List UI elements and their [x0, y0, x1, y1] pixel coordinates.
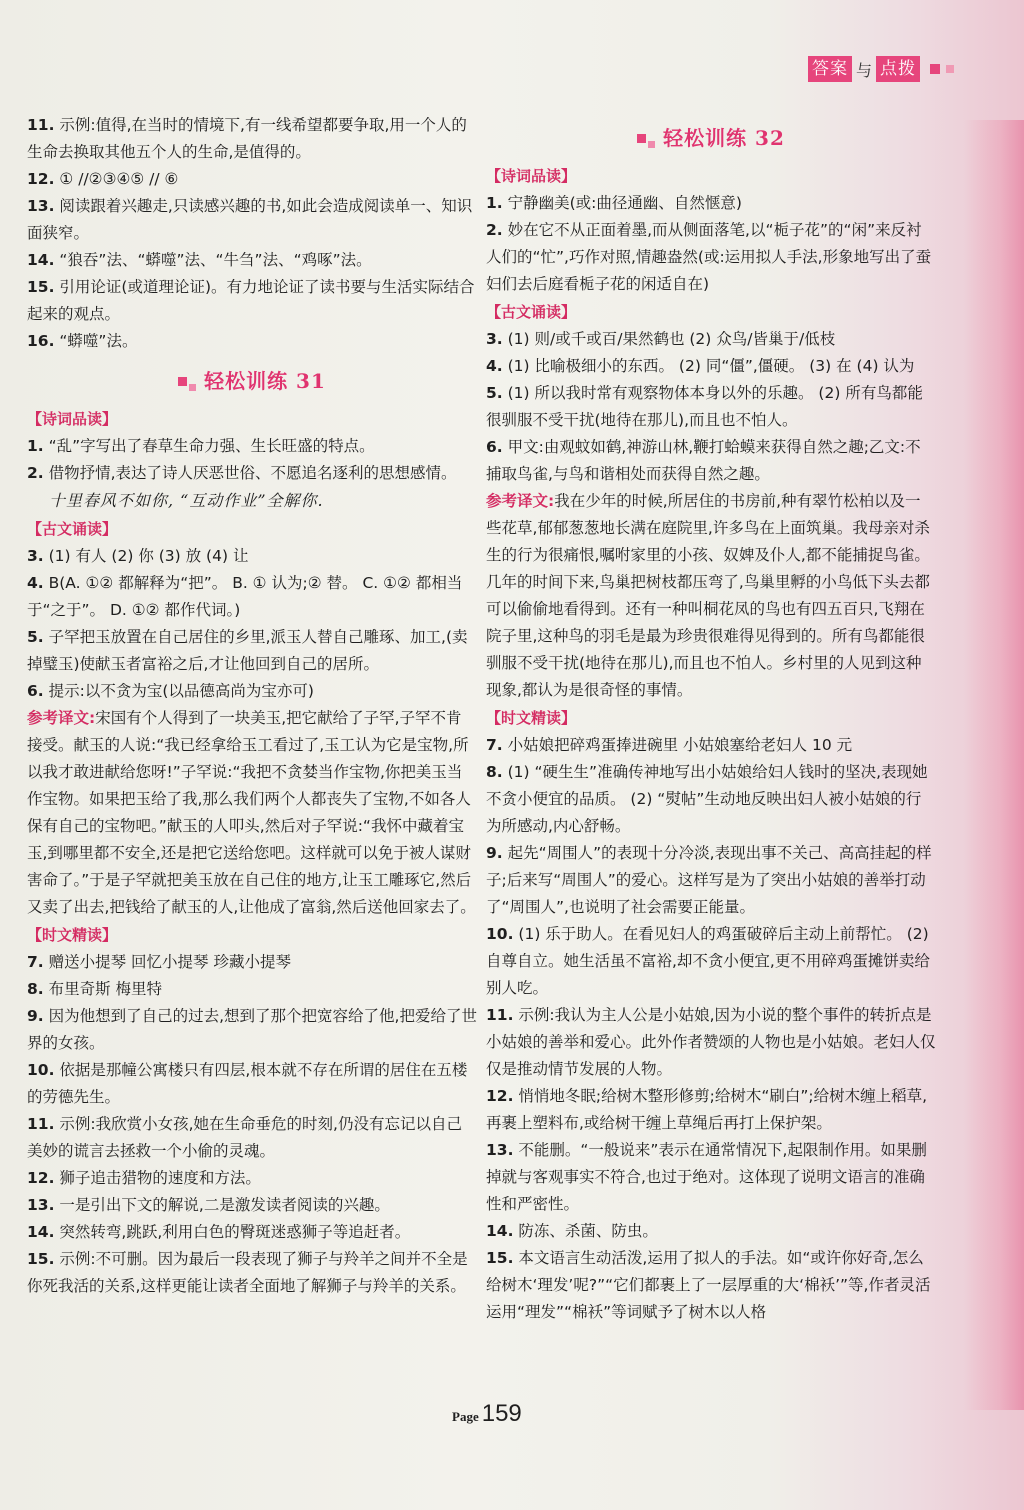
answer-item: 5. (1) 所以我时常有观察物体本身以外的乐趣。 (2) 所有鸟都能很驯服不受干扰(地待在那儿),而且也不怕人。: [486, 384, 923, 429]
answer-item: 10. (1) 乐于助人。在看见妇人的鸡蛋破碎后主动上前帮忙。 (2) 自尊自立。她生活虽不富裕,却不贪小便宜,更不用碎鸡蛋摊饼卖给别人吃。: [486, 925, 930, 997]
answer-item: 14. 防冻、杀菌、防虫。: [486, 1222, 658, 1240]
answer-item: 1. “乱”字写出了春草生命力强、生长旺盛的特点。: [27, 437, 375, 455]
header-small-square-icon: [946, 65, 954, 73]
answer-item: 7. 小姑娘把碎鸡蛋捧进碗里 小姑娘塞给老妇人 10 元: [486, 736, 853, 754]
answer-item: 15. 示例:不可删。因为最后一段表现了狮子与羚羊之间并不全是你死我活的关系,这样更能让读者全面地了解狮子与羚羊的关系。: [27, 1250, 468, 1295]
reference-translation: 参考译文:宋国有个人得到了一块美玉,把它献给了子罕,子罕不肯接受。献玉的人说:“我已经拿给玉工看过了,玉工认为它是宝物,所以我才敢进献给您呀!”子罕说:“我把不贪婪当作宝物,你把美玉当作宝物。如果把玉给了我,那么我们两个人都丧失了宝物,不如各人保有自己的宝物吧。”献玉的人叩头,然后对子罕说:“我怀中藏着宝玉,到哪里都不安全,还是把它送给您吧。这样就可以免于被人谋财害命了。”于是子罕就把美玉放在自己住的地方,让玉工雕琢它,然后又卖了出去,把钱给了献玉的人,让他成了富翁,然后送他回家去了。: [27, 709, 476, 916]
answer-item: 15. 引用论证(或道理论证)。有力地论证了读书要与生活实际结合起来的观点。: [27, 278, 475, 323]
page-number-value: 159: [481, 1400, 522, 1427]
answer-item: 6. 提示:以不贪为宝(以品德高尚为宝亦可): [27, 682, 314, 700]
answer-item: 6. 甲文:由观蚊如鹤,神游山林,鞭打蛤蟆来获得自然之趣;乙文:不捕取鸟雀,与鸟和谐相处而获得自然之趣。: [486, 438, 921, 483]
answer-item: 13. 不能删。“一般说来”表示在通常情况下,起限制作用。如果删掉就与客观事实不符合,也过于绝对。这体现了说明文语言的准确性和严密性。: [486, 1141, 927, 1213]
section-small-square-icon: [189, 384, 196, 391]
header-square-icon: [930, 64, 940, 74]
answer-item: 11. 示例:值得,在当时的情境下,有一线希望都要争取,用一个人的生命去换取其他五个人的生命,是值得的。: [27, 116, 467, 161]
section-heading-31: 轻松训练 31: [27, 359, 477, 403]
answer-item: 2. 借物抒情,表达了诗人厌恶世俗、不愿追名逐利的思想感情。十里春风不如你, “互动作业”全解你.: [27, 464, 457, 510]
answer-item: 12. ① //②③④⑤ // ⑥: [27, 170, 179, 188]
page-label: Page: [452, 1409, 479, 1424]
answer-item: 10. 依据是那幢公寓楼只有四层,根本就不存在所谓的居住在五楼的劳德先生。: [27, 1061, 468, 1106]
tag-modern: 【时文精读】: [486, 709, 577, 727]
reference-translation: 参考译文:我在少年的时候,所居住的书房前,种有翠竹松柏以及一些花草,郁郁葱葱地长满在庭院里,许多鸟在上面筑巢。我母亲对杀生的行为很痛恨,嘱咐家里的小孩、奴婢及仆人,都不能捕捉鸟雀。几年的时间下来,鸟巢把树枝都压弯了,鸟巢里孵的小鸟低下头去都可以偷偷地看得到。还有一种叫桐花凤的鸟也有四五百只,飞翔在院子里,这种鸟的羽毛是最为珍贵很难得见得到的。所有鸟都能很驯服不受干扰(地待在那儿),而且也不怕人。乡村里的人见到这种现象,都认为是很奇怪的事情。: [486, 492, 930, 699]
answer-item: 13. 阅读跟着兴趣走,只读感兴趣的书,如此会造成阅读单一、知识面狭窄。: [27, 197, 473, 242]
section-small-square-icon: [648, 141, 655, 148]
answer-item: 4. (1) 比喻极细小的东西。 (2) 同“僵”,僵硬。 (3) 在 (4) 认为: [486, 357, 915, 375]
answer-item: 9. 因为他想到了自己的过去,想到了那个把宽容给了他,把爱给了世界的女孩。: [27, 1007, 477, 1052]
answer-item: 16. “蟒噬”法。: [27, 332, 138, 350]
section-square-icon: [637, 134, 646, 143]
answer-item: 9. 起先“周围人”的表现十分冷淡,表现出事不关己、高高挂起的样子;后来写“周围人”的爱心。这样写是为了突出小姑娘的善举打动了“周围人”,也说明了社会需要正能量。: [486, 844, 932, 916]
answer-item: 8. 布里奇斯 梅里特: [27, 980, 163, 998]
handwritten-note: 十里春风不如你, “互动作业”全解你.: [49, 491, 324, 510]
answer-item: 5. 子罕把玉放置在自己居住的乡里,派玉人替自己雕琢、加工,(卖掉璧玉)使献玉者富裕之后,才让他回到自己的居所。: [27, 628, 468, 673]
answer-item: 3. (1) 有人 (2) 你 (3) 放 (4) 让: [27, 547, 249, 565]
answer-item: 13. 一是引出下文的解说,二是激发读者阅读的兴趣。: [27, 1196, 390, 1214]
answer-item: 8. (1) “硬生生”准确传神地写出小姑娘给妇人钱时的坚决,表现她不贪小便宜的品质。 (2) “熨帖”生动地反映出妇人被小姑娘的行为所感动,内心舒畅。: [486, 763, 928, 835]
answer-item: 15. 本文语言生动活泼,运用了拟人的手法。如“或许你好奇,怎么给树木‘理发’呢?”“它们都裹上了一层厚重的大‘棉袄’”等,作者灵活运用“理发”“棉袄”等词赋予了树木以人格: [486, 1249, 931, 1321]
section-square-icon: [178, 377, 187, 386]
left-column: [27, 112, 477, 1300]
answer-item: 14. 突然转弯,跳跃,利用白色的臀斑迷惑狮子等追赶者。: [27, 1223, 411, 1241]
answer-item: 11. 示例:我欣赏小女孩,她在生命垂危的时刻,仍没有忘记以自己美妙的谎言去拯救一个小偷的灵魂。: [27, 1115, 462, 1160]
answer-item: 4. B(A. ①② 都解释为“把”。 B. ① 认为;② 替。 C. ①② 都相当于“之于”。 D. ①② 都作代词。): [27, 574, 463, 619]
tag-classical: 【古文诵读】: [486, 303, 577, 321]
page-number: [452, 1400, 522, 1428]
page-edge-tint: [964, 120, 1024, 1410]
header-connector: 与: [855, 60, 872, 80]
page-header: [808, 56, 954, 82]
tag-poetry: 【诗词品读】: [486, 167, 577, 185]
answer-item: 1. 宁静幽美(或:曲径通幽、自然惬意): [486, 194, 742, 212]
answer-item: 12. 悄悄地冬眠;给树木整形修剪;给树木“刷白”;给树木缠上稻草,再裹上塑料布,或给树干缠上草绳后再打上保护架。: [486, 1087, 928, 1132]
header-answer-box: 答案: [808, 56, 852, 82]
answer-item: 14. “狼吞”法、“蟒噬”法、“牛刍”法、“鸡啄”法。: [27, 251, 372, 269]
answer-item: 12. 狮子追击猎物的速度和方法。: [27, 1169, 261, 1187]
answer-item: 2. 妙在它不从正面着墨,而从侧面落笔,以“栀子花”的“闲”来反衬人们的“忙”,巧作对照,情趣盎然(或:运用拟人手法,形象地写出了蚕妇们去后庭看栀子花的闲适自在): [486, 221, 932, 293]
answer-item: 11. 示例:我认为主人公是小姑娘,因为小说的整个事件的转折点是小姑娘的善举和爱心。此外作者赞颂的人物也是小姑娘。老妇人仅仅是推动情节发展的人物。: [486, 1006, 936, 1078]
answer-item: 7. 赠送小提琴 回忆小提琴 珍藏小提琴: [27, 953, 291, 971]
header-tips-box: 点拨: [876, 56, 920, 82]
tag-classical: 【古文诵读】: [27, 520, 118, 538]
answer-item: 3. (1) 则/或千或百/果然鹤也 (2) 众鸟/皆巢于/低枝: [486, 330, 836, 348]
tag-modern: 【时文精读】: [27, 926, 118, 944]
section-heading-32: 轻松训练 32: [486, 116, 936, 160]
tag-poetry: 【诗词品读】: [27, 410, 118, 428]
right-column: [486, 112, 936, 1326]
